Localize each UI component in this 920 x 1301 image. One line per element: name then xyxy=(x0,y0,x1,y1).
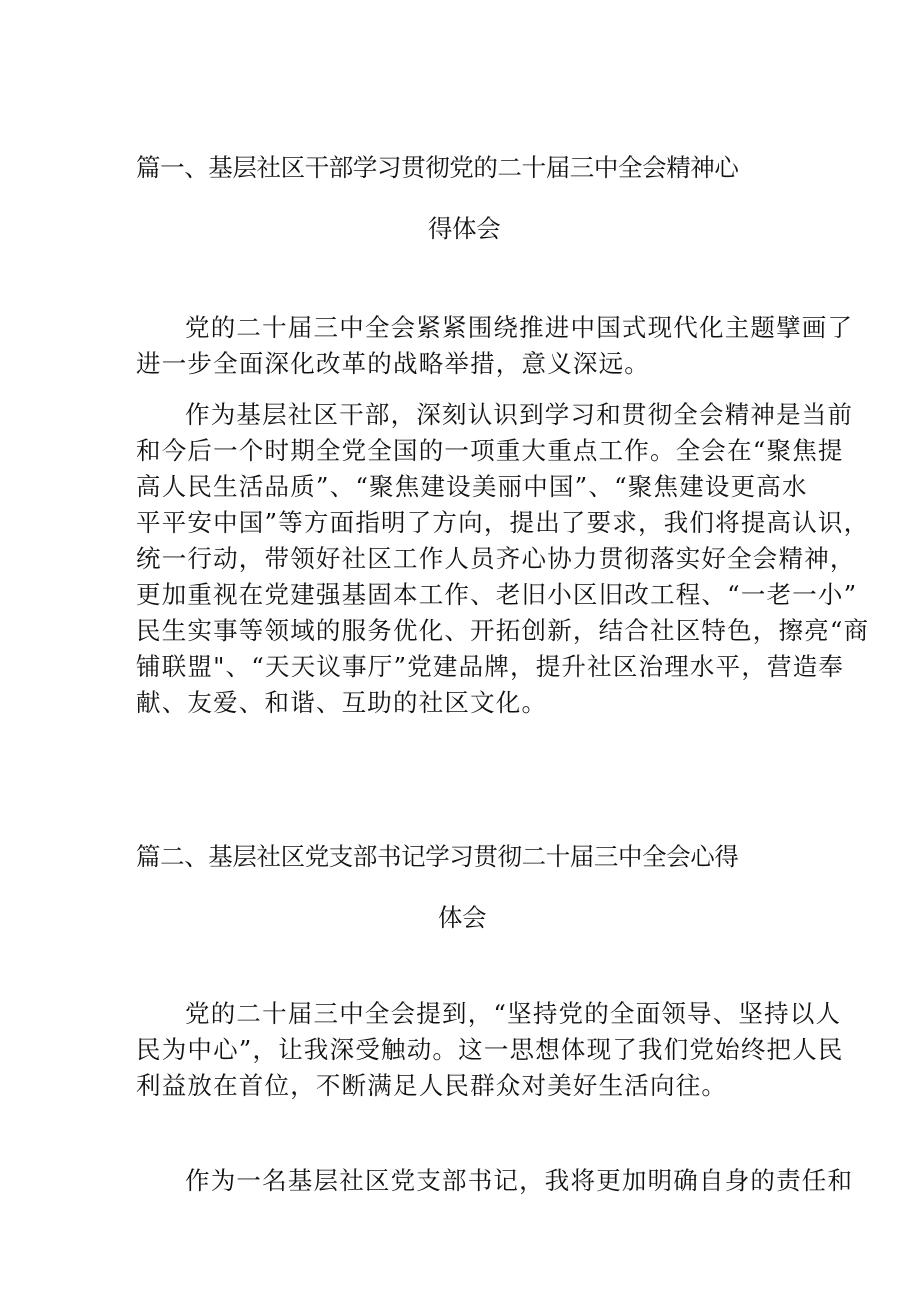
text-line: 党的二十届三中全会紧紧围绕推进中国式现代化主题擘画了 xyxy=(185,313,854,342)
section2-title-line2: 体会 xyxy=(438,903,487,932)
text-line: 利益放在首位，不断满足人民群众对美好生活向往。 xyxy=(136,1071,728,1100)
text-line: 作为基层社区干部，深刻认识到学习和贯彻全会精神是当前 xyxy=(185,400,854,429)
text-line: 党的二十届三中全会提到，“坚持党的全面领导、坚持以人 xyxy=(185,999,842,1028)
section1-paragraph-2 xyxy=(136,397,870,721)
text-line: 和今后一个时期全党全国的一项重大重点工作。全会在“聚焦提 xyxy=(136,436,844,465)
text-line: 献、友爱、和谐、互助的社区文化。 xyxy=(136,688,548,717)
text-line: 平平安中国”等方面指明了方向，提出了要求，我们将提高认识， xyxy=(136,508,870,537)
section1-title-line1: 篇一、基层社区干部学习贯彻党的二十届三中全会精神心 xyxy=(136,153,739,182)
text-line: 进一步全面深化改革的战略举措，意义深远。 xyxy=(136,349,650,378)
text-line: 民为中心”，让我深受触动。这一思想体现了我们党始终把人民 xyxy=(136,1035,844,1064)
text-line: 民生实事等领域的服务优化、开拓创新，结合社区特色，擦亮“商 xyxy=(136,616,870,645)
section1-paragraph-1 xyxy=(136,310,854,382)
section1-title-line2: 得体会 xyxy=(428,214,501,243)
text-line: 更加重视在党建强基固本工作、老旧小区旧改工程、“一老一小” xyxy=(136,580,858,609)
section2-title-line1: 篇二、基层社区党支部书记学习贯彻二十届三中全会心得 xyxy=(136,842,739,871)
section2-paragraph-2 xyxy=(136,1163,854,1199)
text-line: 铺联盟"、“天天议事厅”党建品牌，提升社区治理水平，营造奉 xyxy=(136,652,845,681)
text-line: 统一行动，带领好社区工作人员齐心协力贯彻落实好全会精神， xyxy=(136,544,856,573)
section2-paragraph-1 xyxy=(136,996,844,1104)
text-line: 作为一名基层社区党支部书记，我将更加明确自身的责任和 xyxy=(185,1166,854,1195)
text-line: 高人民生活品质”、“聚焦建设美丽中国”、“聚焦建设更高水 xyxy=(136,472,808,501)
